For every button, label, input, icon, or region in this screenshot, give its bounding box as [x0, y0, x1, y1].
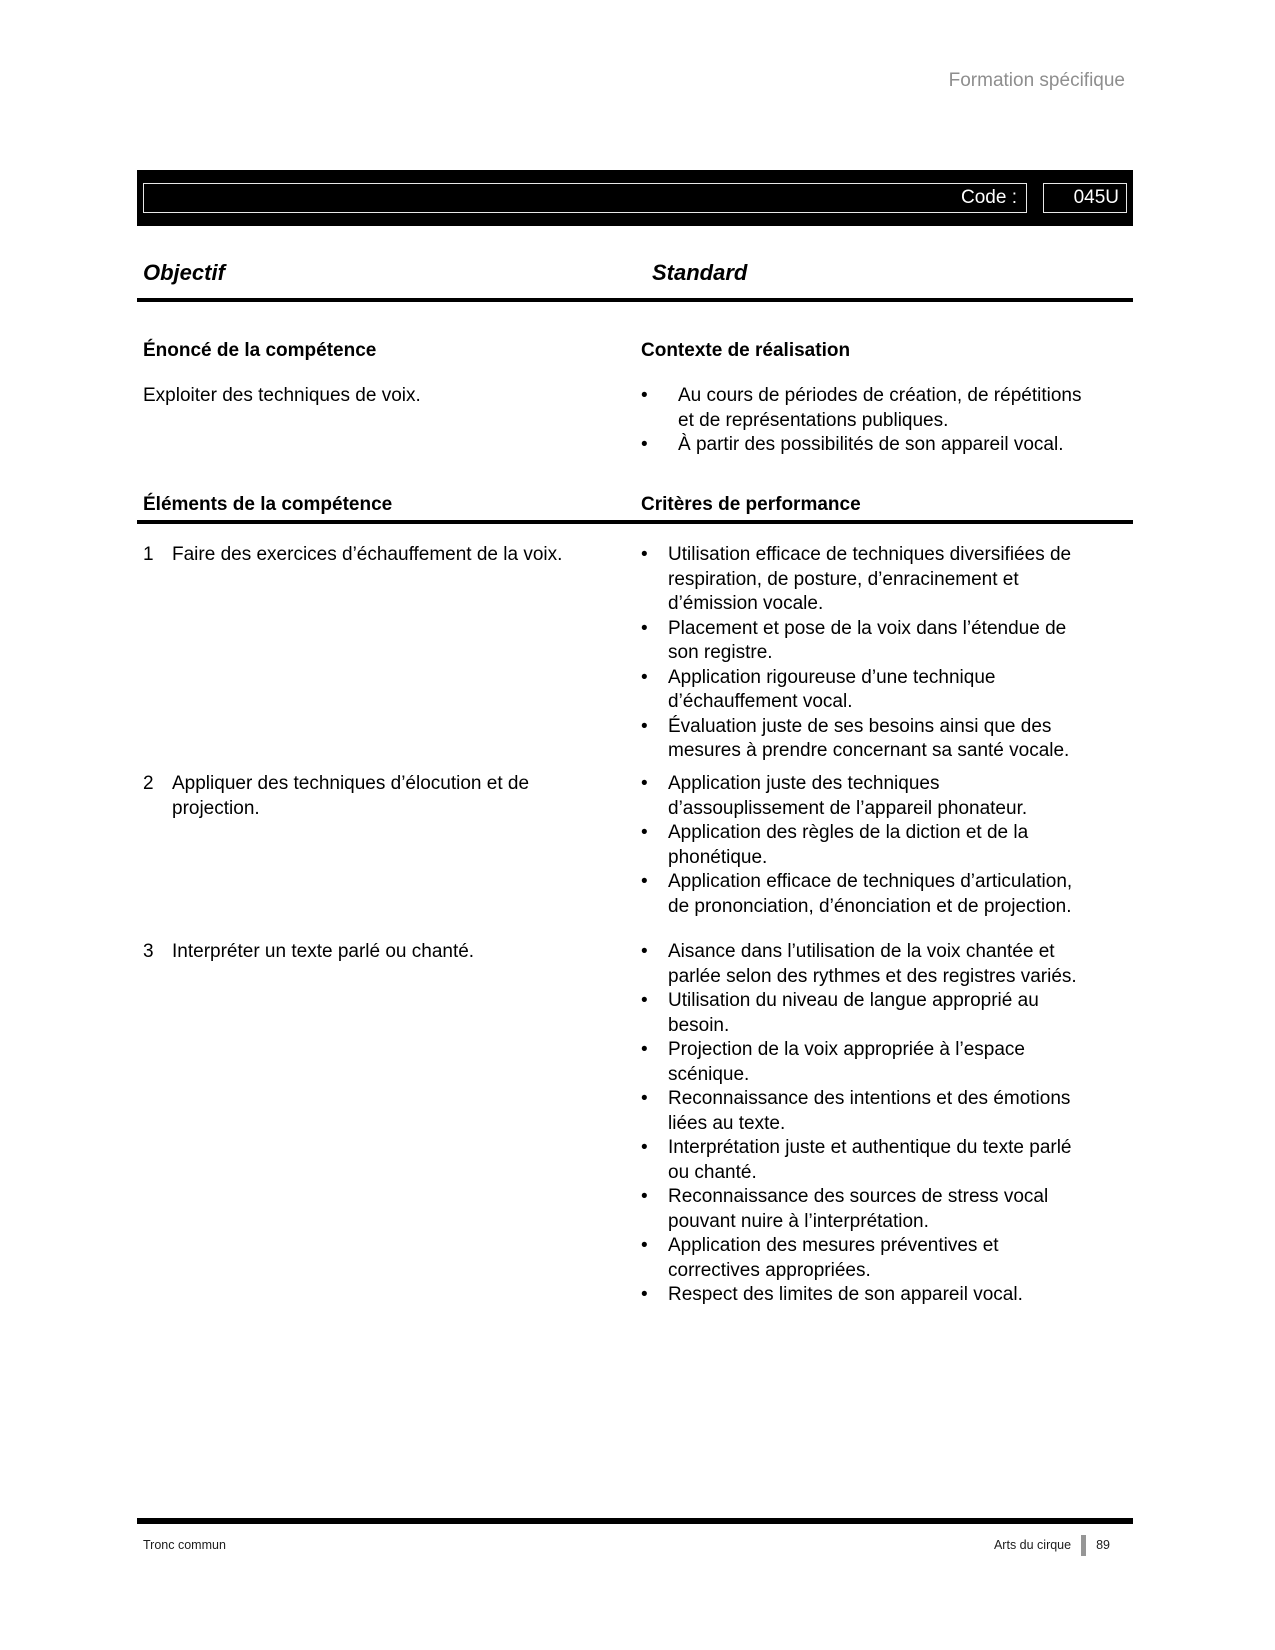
- list-item-text: À partir des possibilités de son appareil vocal.: [678, 434, 1064, 455]
- list-item: [641, 1087, 1151, 1136]
- list-item-text: Utilisation efficace de techniques diversifiées de respiration, de posture, d’enracinement et d’émission vocale.: [668, 544, 1072, 614]
- list-item: [641, 870, 1151, 919]
- column-header-objectif: Objectif: [143, 260, 225, 285]
- heading-elements: Éléments de la compétence: [143, 494, 393, 515]
- list-item: [641, 989, 1151, 1038]
- list-item: [641, 772, 1151, 821]
- bullet-icon: •: [641, 1186, 648, 1207]
- element-item-3: [143, 940, 640, 965]
- list-item: [641, 384, 1151, 433]
- bullet-icon: •: [641, 617, 648, 639]
- code-label-box: [143, 183, 1027, 213]
- footer-section-label: Tronc commun: [143, 1538, 226, 1552]
- bullet-icon: •: [641, 822, 648, 843]
- list-item: [641, 821, 1151, 870]
- bullet-icon: •: [641, 1088, 648, 1109]
- footer-divider: [1081, 1535, 1086, 1556]
- criteria-list-2: [641, 772, 1151, 919]
- item-text: Interpréter un texte parlé ou chanté.: [172, 941, 475, 962]
- item-number: 1: [143, 544, 154, 565]
- item-text: Faire des exercices d’échauffement de la voix.: [172, 544, 563, 565]
- list-item: [641, 715, 1151, 764]
- code-label: Code :: [961, 187, 1017, 208]
- list-item-text: Placement et pose de la voix dans l’étendue de son registre.: [668, 617, 1067, 663]
- list-item-text: Reconnaissance des intentions et des émotions liées au texte.: [668, 1088, 1071, 1134]
- list-item: [641, 1038, 1151, 1087]
- bullet-icon: •: [641, 715, 648, 737]
- code-bar: [137, 170, 1133, 226]
- list-item-text: Application des mesures préventives et correctives appropriées.: [668, 1235, 999, 1281]
- heading-enonce: Énoncé de la compétence: [143, 340, 377, 361]
- list-item: [641, 666, 1151, 715]
- code-value: 045U: [1073, 187, 1119, 208]
- competence-statement: Exploiter des techniques de voix.: [143, 385, 421, 406]
- bullet-icon: •: [641, 871, 648, 892]
- list-item: [641, 617, 1151, 666]
- list-item: [641, 1234, 1151, 1283]
- bullet-icon: •: [641, 434, 648, 455]
- item-text: Appliquer des techniques d’élocution et de projection.: [172, 773, 530, 819]
- list-item-text: Respect des limites de son appareil vocal.: [668, 1284, 1023, 1305]
- criteria-list-1: [641, 543, 1151, 764]
- list-item-text: Application des règles de la diction et de la phonétique.: [668, 822, 1029, 868]
- bullet-icon: •: [641, 1235, 648, 1256]
- bullet-icon: •: [641, 941, 648, 962]
- bullet-icon: •: [641, 1039, 648, 1060]
- bullet-icon: •: [641, 544, 648, 565]
- footer-right-group: [994, 1532, 1110, 1558]
- element-item-1: [143, 543, 640, 568]
- bullet-icon: •: [641, 385, 648, 406]
- elements-rule: [137, 520, 1133, 524]
- bullet-icon: •: [641, 666, 648, 688]
- list-item-text: Au cours de périodes de création, de répétitions et de représentations publiques.: [678, 385, 1082, 431]
- header-rule: [137, 298, 1133, 302]
- list-item-text: Projection de la voix appropriée à l’espace scénique.: [668, 1039, 1025, 1085]
- list-item: [641, 1185, 1151, 1234]
- bullet-icon: •: [641, 773, 648, 794]
- item-number: 2: [143, 773, 154, 794]
- list-item-text: Application juste des techniques d’assouplissement de l’appareil phonateur.: [668, 773, 1028, 819]
- code-value-box: [1043, 183, 1127, 213]
- heading-contexte: Contexte de réalisation: [641, 340, 851, 361]
- list-item: [641, 433, 1151, 458]
- list-item-text: Aisance dans l’utilisation de la voix chantée et parlée selon des rythmes et des registres variés.: [668, 941, 1077, 987]
- footer-program-label: Arts du cirque: [993, 1538, 1072, 1552]
- list-item: [641, 543, 1151, 617]
- list-item-text: Application efficace de techniques d’articulation, de prononciation, d’énonciation et de projection.: [668, 871, 1073, 917]
- list-item-text: Évaluation juste de ses besoins ainsi que des mesures à prendre concernant sa santé vocale.: [668, 715, 1070, 761]
- page-number: 89: [1096, 1538, 1110, 1552]
- element-item-2: [143, 772, 640, 821]
- column-header-standard: Standard: [652, 260, 748, 285]
- item-number: 3: [143, 941, 154, 962]
- bullet-icon: •: [641, 1284, 648, 1305]
- list-item: [641, 1136, 1151, 1185]
- list-item: [641, 940, 1151, 989]
- context-bullet-list: [641, 384, 1151, 458]
- bullet-icon: •: [641, 990, 648, 1011]
- list-item-text: Utilisation du niveau de langue approprié au besoin.: [668, 990, 1039, 1036]
- running-header: Formation spécifique: [948, 70, 1125, 91]
- bullet-icon: •: [641, 1137, 648, 1158]
- list-item: [641, 1283, 1151, 1308]
- list-item-text: Application rigoureuse d’une technique d’échauffement vocal.: [668, 666, 996, 712]
- list-item-text: Interprétation juste et authentique du texte parlé ou chanté.: [668, 1137, 1072, 1183]
- list-item-text: Reconnaissance des sources de stress vocal pouvant nuire à l’interprétation.: [668, 1186, 1049, 1232]
- criteria-list-3: [641, 940, 1151, 1308]
- heading-criteres: Critères de performance: [641, 494, 861, 515]
- footer-rule: [137, 1518, 1133, 1524]
